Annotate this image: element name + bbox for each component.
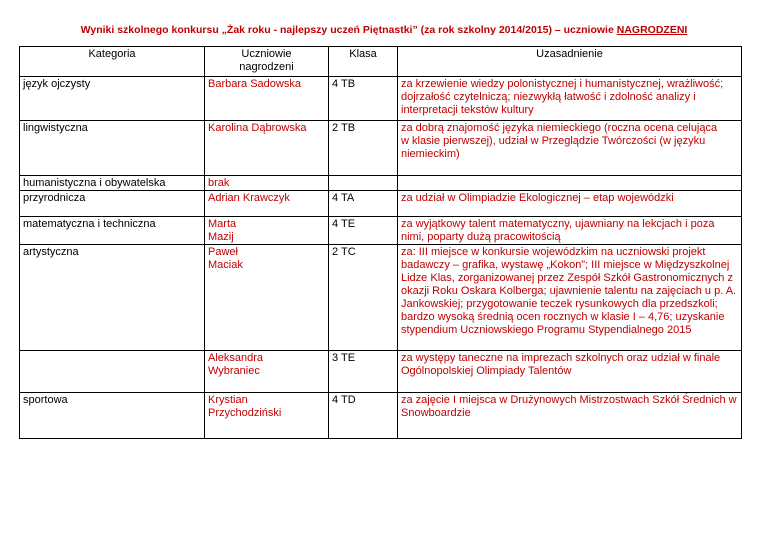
- category-cell: język ojczysty: [20, 77, 205, 121]
- awards-table: [19, 46, 742, 439]
- reason-cell: za: III miejsce w konkursie wojewódzkim na uczniowski projekt badawczy – grafika, wystawę „Kokon”; III miejsce w Międzyszkolnej Lidze Klas, zorganizowanej przez Zespół Szkół Gastronomicznych z okazji Roku Oskara Kolberga; ujawnienie talentu na zajęciach u p. A. Jankowskiej; przygotowanie teczek rysunkowych dla przedszkoli; bardzo wysoką średnią ocen rocznych w klasie I – 4,76; uzyskanie stypendium Uczniowskiego Programu Stypendialnego 2015: [398, 245, 742, 351]
- table-row: [20, 393, 742, 439]
- table-row: [20, 176, 742, 191]
- table-row: [20, 351, 742, 393]
- category-cell: [20, 351, 205, 393]
- reason-cell: za udział w Olimpiadzie Ekologicznej – etap wojewódzki: [398, 191, 742, 217]
- table-row: [20, 121, 742, 176]
- reason-cell: za wyjątkowy talent matematyczny, ujawniany na lekcjach i poza nimi, poparty dużą pracowitością: [398, 217, 742, 245]
- student-cell: Paweł Maciak: [205, 245, 329, 351]
- category-cell: lingwistyczna: [20, 121, 205, 176]
- student-cell: brak: [205, 176, 329, 191]
- class-cell: 2 TB: [329, 121, 398, 176]
- reason-cell: za występy taneczne na imprezach szkolnych oraz udział w finale Ogólnopolskiej Olimpiady Talentów: [398, 351, 742, 393]
- table-row: [20, 245, 742, 351]
- reason-cell: za zajęcie I miejsca w Drużynowych Mistrzostwach Szkół Średnich w Snowboardzie: [398, 393, 742, 439]
- table-row: [20, 77, 742, 121]
- table-row: [20, 191, 742, 217]
- table-header-row: [20, 47, 742, 77]
- student-cell: Aleksandra Wybraniec: [205, 351, 329, 393]
- header-reason: Uzasadnienie: [398, 47, 742, 77]
- student-cell: Karolina Dąbrowska: [205, 121, 329, 176]
- student-cell: Marta Mazij: [205, 217, 329, 245]
- title-text: Wyniki szkolnego konkursu „Żak roku - najlepszy uczeń Piętnastki” (za rok szkolny 2014/2015) – uczniowie: [80, 24, 617, 36]
- class-cell: [329, 176, 398, 191]
- title-highlight: NAGRODZENI: [616, 24, 688, 36]
- reason-cell: [398, 176, 742, 191]
- category-cell: przyrodnicza: [20, 191, 205, 217]
- class-cell: 3 TE: [329, 351, 398, 393]
- student-cell: Barbara Sadowska: [205, 77, 329, 121]
- category-cell: humanistyczna i obywatelska: [20, 176, 205, 191]
- category-cell: sportowa: [20, 393, 205, 439]
- category-cell: artystyczna: [20, 245, 205, 351]
- reason-cell: za krzewienie wiedzy polonistycznej i humanistycznej, wrażliwość; dojrzałość czytelniczą; niezwykłą łatwość i zdolność analizy i interpretacji tekstów kultury: [398, 77, 742, 121]
- header-students: Uczniowie nagrodzeni: [205, 47, 329, 77]
- class-cell: 2 TC: [329, 245, 398, 351]
- class-cell: 4 TE: [329, 217, 398, 245]
- table-row: [20, 217, 742, 245]
- page-title: [0, 24, 768, 36]
- header-category: Kategoria: [20, 47, 205, 77]
- class-cell: 4 TA: [329, 191, 398, 217]
- header-class: Klasa: [329, 47, 398, 77]
- category-cell: matematyczna i techniczna: [20, 217, 205, 245]
- student-cell: Krystian Przychodziński: [205, 393, 329, 439]
- class-cell: 4 TB: [329, 77, 398, 121]
- reason-cell: za dobrą znajomość języka niemieckiego (roczna ocena celująca w klasie pierwszej), udział w Przeglądzie Twórczości (w języku niemieckim): [398, 121, 742, 176]
- class-cell: 4 TD: [329, 393, 398, 439]
- student-cell: Adrian Krawczyk: [205, 191, 329, 217]
